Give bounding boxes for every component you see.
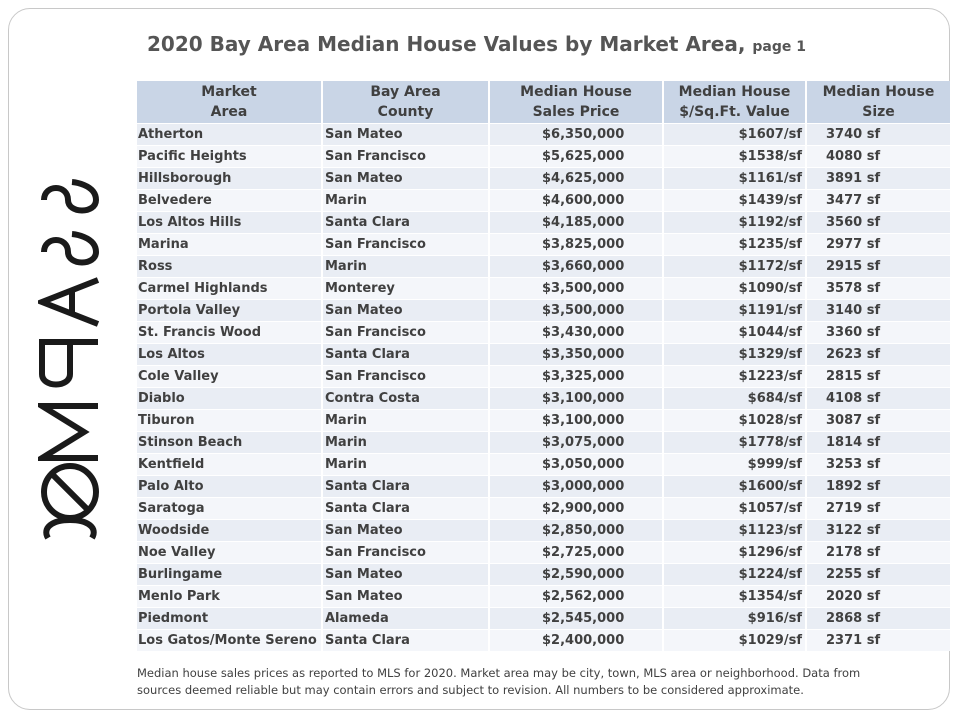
cell-price-per-sqft: $1161/sf <box>663 168 806 190</box>
header-sales-price <box>489 81 663 124</box>
table-row <box>137 564 950 586</box>
cell-price-per-sqft: $1029/sf <box>663 630 806 652</box>
cell-market-area: Saratoga <box>137 498 322 520</box>
cell-county: Marin <box>322 190 489 212</box>
table-row <box>137 124 950 146</box>
cell-size: 2371 sf <box>806 630 950 652</box>
header-text: Sales Price <box>532 104 620 120</box>
cell-sales-price: $3,100,000 <box>489 410 663 432</box>
logo-letter-p <box>42 342 98 385</box>
cell-size: 3122 sf <box>806 520 950 542</box>
header-text: Median House <box>678 84 791 100</box>
cell-size: 3140 sf <box>806 300 950 322</box>
cell-size: 2020 sf <box>806 586 950 608</box>
cell-price-per-sqft: $916/sf <box>663 608 806 630</box>
cell-price-per-sqft: $999/sf <box>663 454 806 476</box>
cell-sales-price: $2,725,000 <box>489 542 663 564</box>
cell-market-area: Los Altos Hills <box>137 212 322 234</box>
cell-sales-price: $4,600,000 <box>489 190 663 212</box>
cell-sales-price: $4,625,000 <box>489 168 663 190</box>
cell-price-per-sqft: $1224/sf <box>663 564 806 586</box>
footnote <box>137 665 937 699</box>
logo-letter-m <box>42 406 98 458</box>
header-price-per-sqft <box>663 81 806 124</box>
cell-county: Marin <box>322 454 489 476</box>
cell-market-area: Kentfield <box>137 454 322 476</box>
footnote-line-2: sources deemed reliable but may contain errors and subject to revision. All numbers to be considered approximate. <box>137 683 804 697</box>
cell-price-per-sqft: $1090/sf <box>663 278 806 300</box>
cell-sales-price: $3,000,000 <box>489 476 663 498</box>
cell-size: 3891 sf <box>806 168 950 190</box>
cell-price-per-sqft: $684/sf <box>663 388 806 410</box>
cell-price-per-sqft: $1044/sf <box>663 322 806 344</box>
cell-size: 2178 sf <box>806 542 950 564</box>
cell-market-area: St. Francis Wood <box>137 322 322 344</box>
table-row <box>137 278 950 300</box>
cell-size: 1814 sf <box>806 432 950 454</box>
logo-letter-s-top <box>44 182 96 211</box>
cell-county: San Mateo <box>322 124 489 146</box>
cell-sales-price: $3,500,000 <box>489 300 663 322</box>
cell-market-area: Los Altos <box>137 344 322 366</box>
cell-county: San Mateo <box>322 168 489 190</box>
table-row <box>137 520 950 542</box>
cell-price-per-sqft: $1191/sf <box>663 300 806 322</box>
header-text: Market <box>201 84 257 100</box>
cell-sales-price: $3,050,000 <box>489 454 663 476</box>
cell-size: 4108 sf <box>806 388 950 410</box>
table-row <box>137 366 950 388</box>
table-row <box>137 344 950 366</box>
cell-market-area: Woodside <box>137 520 322 542</box>
cell-sales-price: $2,850,000 <box>489 520 663 542</box>
cell-market-area: Hillsborough <box>137 168 322 190</box>
table-row <box>137 542 950 564</box>
table-row <box>137 190 950 212</box>
logo-o-slash <box>52 474 88 510</box>
cell-price-per-sqft: $1192/sf <box>663 212 806 234</box>
cell-sales-price: $3,825,000 <box>489 234 663 256</box>
cell-county: Santa Clara <box>322 476 489 498</box>
cell-market-area: Carmel Highlands <box>137 278 322 300</box>
cell-price-per-sqft: $1235/sf <box>663 234 806 256</box>
cell-market-area: Portola Valley <box>137 300 322 322</box>
table-row <box>137 234 950 256</box>
cell-size: 3477 sf <box>806 190 950 212</box>
cell-market-area: Diablo <box>137 388 322 410</box>
table-row <box>137 630 950 652</box>
cell-sales-price: $2,590,000 <box>489 564 663 586</box>
cell-size: 3087 sf <box>806 410 950 432</box>
cell-county: Santa Clara <box>322 212 489 234</box>
cell-size: 2868 sf <box>806 608 950 630</box>
cell-market-area: Marina <box>137 234 322 256</box>
cell-market-area: Stinson Beach <box>137 432 322 454</box>
cell-size: 1892 sf <box>806 476 950 498</box>
cell-sales-price: $3,430,000 <box>489 322 663 344</box>
cell-price-per-sqft: $1778/sf <box>663 432 806 454</box>
cell-price-per-sqft: $1354/sf <box>663 586 806 608</box>
header-text: County <box>377 104 434 120</box>
cell-market-area: Ross <box>137 256 322 278</box>
logo-letter-a <box>42 280 98 324</box>
header-county <box>322 81 489 124</box>
cell-county: Santa Clara <box>322 344 489 366</box>
cell-county: Monterey <box>322 278 489 300</box>
cell-county: Santa Clara <box>322 630 489 652</box>
cell-price-per-sqft: $1123/sf <box>663 520 806 542</box>
cell-sales-price: $3,500,000 <box>489 278 663 300</box>
table-row <box>137 146 950 168</box>
cell-county: San Francisco <box>322 322 489 344</box>
table-row <box>137 410 950 432</box>
cell-sales-price: $3,350,000 <box>489 344 663 366</box>
cell-price-per-sqft: $1600/sf <box>663 476 806 498</box>
cell-price-per-sqft: $1223/sf <box>663 366 806 388</box>
cell-sales-price: $4,185,000 <box>489 212 663 234</box>
cell-sales-price: $2,400,000 <box>489 630 663 652</box>
table-row <box>137 476 950 498</box>
logo-letter-c <box>46 520 93 538</box>
cell-price-per-sqft: $1057/sf <box>663 498 806 520</box>
cell-market-area: Atherton <box>137 124 322 146</box>
header-size <box>806 81 950 124</box>
table-row <box>137 432 950 454</box>
cell-size: 3560 sf <box>806 212 950 234</box>
cell-market-area: Noe Valley <box>137 542 322 564</box>
cell-size: 3253 sf <box>806 454 950 476</box>
cell-size: 3578 sf <box>806 278 950 300</box>
cell-size: 2977 sf <box>806 234 950 256</box>
cell-county: San Mateo <box>322 586 489 608</box>
table-row <box>137 300 950 322</box>
header-market-area <box>137 81 322 124</box>
cell-market-area: Burlingame <box>137 564 322 586</box>
cell-size: 2915 sf <box>806 256 950 278</box>
cell-price-per-sqft: $1172/sf <box>663 256 806 278</box>
cell-county: Marin <box>322 410 489 432</box>
cell-market-area: Palo Alto <box>137 476 322 498</box>
cell-market-area: Tiburon <box>137 410 322 432</box>
cell-market-area: Menlo Park <box>137 586 322 608</box>
table-row <box>137 168 950 190</box>
table-row <box>137 608 950 630</box>
cell-sales-price: $3,660,000 <box>489 256 663 278</box>
title-page-label: page 1 <box>752 39 807 55</box>
cell-sales-price: $2,545,000 <box>489 608 663 630</box>
compass-logo-icon <box>38 178 104 554</box>
cell-size: 2623 sf <box>806 344 950 366</box>
table-body <box>137 124 950 652</box>
header-text: Bay Area <box>370 84 441 100</box>
table-row <box>137 388 950 410</box>
cell-county: Marin <box>322 432 489 454</box>
table-row <box>137 256 950 278</box>
cell-market-area: Los Gatos/Monte Sereno <box>137 630 322 652</box>
cell-size: 3360 sf <box>806 322 950 344</box>
median-values-table <box>137 81 950 651</box>
table-row <box>137 322 950 344</box>
cell-county: Alameda <box>322 608 489 630</box>
header-text: Median House <box>822 84 935 100</box>
cell-sales-price: $6,350,000 <box>489 124 663 146</box>
cell-size: 2719 sf <box>806 498 950 520</box>
cell-county: San Mateo <box>322 564 489 586</box>
cell-price-per-sqft: $1538/sf <box>663 146 806 168</box>
cell-market-area: Belvedere <box>137 190 322 212</box>
cell-sales-price: $3,075,000 <box>489 432 663 454</box>
table-header-row <box>137 81 950 124</box>
cell-market-area: Cole Valley <box>137 366 322 388</box>
cell-size: 2255 sf <box>806 564 950 586</box>
cell-sales-price: $2,900,000 <box>489 498 663 520</box>
cell-county: Contra Costa <box>322 388 489 410</box>
table-row <box>137 498 950 520</box>
cell-price-per-sqft: $1296/sf <box>663 542 806 564</box>
footnote-line-1: Median house sales prices as reported to MLS for 2020. Market area may be city, town, MLS area or neighborhood. Data from <box>137 666 861 680</box>
table-row <box>137 586 950 608</box>
cell-sales-price: $3,100,000 <box>489 388 663 410</box>
cell-price-per-sqft: $1439/sf <box>663 190 806 212</box>
cell-county: San Mateo <box>322 520 489 542</box>
title-main: 2020 Bay Area Median House Values by Market Area, <box>147 32 746 56</box>
cell-market-area: Pacific Heights <box>137 146 322 168</box>
cell-size: 3740 sf <box>806 124 950 146</box>
cell-price-per-sqft: $1329/sf <box>663 344 806 366</box>
logo-letter-s-2 <box>44 234 96 263</box>
cell-county: San Mateo <box>322 300 489 322</box>
cell-sales-price: $3,325,000 <box>489 366 663 388</box>
cell-sales-price: $5,625,000 <box>489 146 663 168</box>
header-text: Area <box>210 104 248 120</box>
cell-county: San Francisco <box>322 366 489 388</box>
cell-county: San Francisco <box>322 542 489 564</box>
cell-price-per-sqft: $1607/sf <box>663 124 806 146</box>
cell-county: San Francisco <box>322 146 489 168</box>
cell-size: 2815 sf <box>806 366 950 388</box>
cell-sales-price: $2,562,000 <box>489 586 663 608</box>
cell-price-per-sqft: $1028/sf <box>663 410 806 432</box>
cell-market-area: Piedmont <box>137 608 322 630</box>
cell-county: Santa Clara <box>322 498 489 520</box>
page-title <box>147 32 806 56</box>
cell-county: San Francisco <box>322 234 489 256</box>
table-row <box>137 212 950 234</box>
cell-county: Marin <box>322 256 489 278</box>
header-text: Size <box>862 104 895 120</box>
table-row <box>137 454 950 476</box>
header-text: Median House <box>520 84 632 100</box>
cell-size: 4080 sf <box>806 146 950 168</box>
header-text: $/Sq.Ft. Value <box>679 104 790 120</box>
